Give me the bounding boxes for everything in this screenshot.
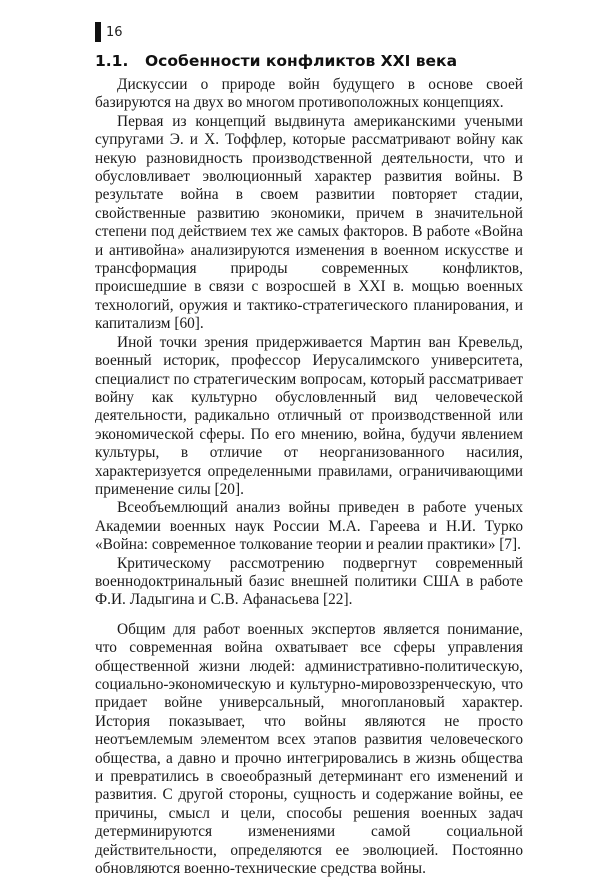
paragraph-3: Иной точки зрения придерживается Мартин ван Кревельд, военный историк, профессор Иерусалимского университета, специалист по стратегическим вопросам, который рассматривает войну как культурно обусловленный вид человеческой деятельности, радикально отличный от производственной или экономической сферы. По его мнению, война, будучи явлением культуры, в отличие от неорганизованного насилия, характеризуется определенными правилами, ограничивающими применение силы [20].: [95, 333, 523, 498]
paragraph-5: Критическому рассмотрению подвергнут современный военнодоктринальный базис внешней политики США в работе Ф.И. Ладыгина и С.В. Афанасьева [22].: [95, 554, 523, 609]
body-text: [95, 76, 523, 878]
page-number-block: [95, 22, 123, 42]
paragraph-4: Всеобъемлющий анализ войны приведен в работе ученых Академии военных наук России М.А. Гареева и Н.И. Турко «Война: современное толкование теории и реалии практики» [7].: [95, 499, 523, 554]
section-heading: [95, 52, 525, 70]
section-title: Особенности конфликтов XXI века: [145, 52, 458, 70]
paragraph-1: Дискуссии о природе войн будущего в основе своей базируются на двух во многом противоположных концепциях.: [95, 76, 523, 112]
paragraph-2: Первая из концепций выдвинута американскими учеными супругами Э. и Х. Тоффлер, которые рассматривают войну как некую разновидность производственной деятельности, что и обусловливает эволюционный характер развития войны. В результате война в своем развитии повторяет стадии, свойственные развитию экономики, причем в значительной степени под действием тех же самых факторов. В работе «Война и антивойна» анализируются изменения в военном искусстве и трансформация природы современных конфликтов, происшедшие в связи с возросшей в XXI в. мощью военных технологий, оружия и тактико-стратегического планирования, и капитализм [60].: [95, 112, 523, 333]
page-number: 16: [106, 24, 123, 40]
paragraph-6: Общим для работ военных экспертов является понимание, что современная война охватывает все сферы управления общественной жизни людей: административно-политическую, социально-экономическую и культурно-мировоззренческую, что придает войне универсальный, многоплановый характер. История показывает, что войны являются не просто неотъемлемым элементом всех этапов развития человеческого общества, а давно и прочно интегрировались в жизнь общества и превратились в своеобразный детерминант его изменений и развития. С другой стороны, сущность и содержание войны, ее причины, смысл и цели, способы решения военных задач детерминируются изменениями самой социальной действительности, определяются ее эволюцией. Постоянно обновляются военно-технические средства войны.: [95, 620, 523, 878]
page-number-bar: [95, 22, 101, 42]
section-number: 1.1.: [95, 52, 129, 70]
